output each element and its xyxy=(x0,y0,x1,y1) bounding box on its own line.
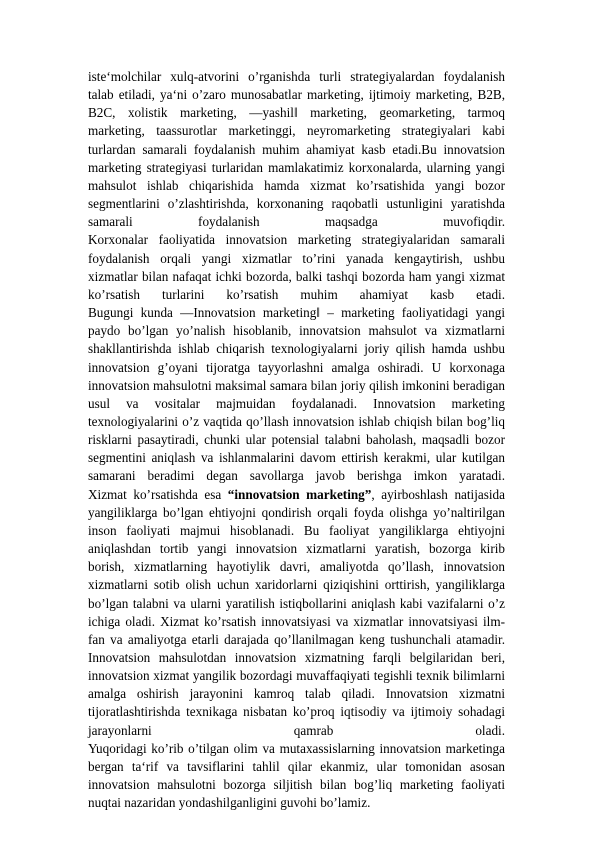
paragraph-consumer-behavior-strategies: iste‘molchilar xulq-atvorini o’rganishda turli strategiyalardan foydalanish talab etiladi, ya‘ni o’zaro munosabatlar marketing, ijtimoiy marketing, B2B, B2C, xolistik marketing, ―yashil‖ marketing, geomarketing, tarmoq marketing, taassurotlar marketinggi, neyromarketing strategiyalari kabi turlardan samarali foydalanish muhim ahamiyat kasb etadi.Bu innovatsion marketing strategiyasi turlaridan mamlakatimiz korxonalarda, ularning yangi mahsulot ishlab chiqarishida hamda xizmat ko’rsatishida yangi bozor segmentlarini o’zlashtirishda, korxonaning raqobatli ustunligini yaratishda samarali foydalanish maqsadga muvofiqdir. xyxy=(88,69,505,230)
paragraph-service-innovation-marketing xyxy=(88,486,505,649)
paragraph-text-after: , ayirboshlash natijasida yangiliklarga bo’lgan ehtiyojni qondirish orqali foyda olishga yo’naltirilgan inson faoliyati majmui hisoblanadi. Bu faoliyat yangiliklarga ehtiyojni aniqlashdan tortib yangi innovatsion xizmatlarni yaratish, bozorga kirib borish, xizmatlarning hayotiylik davri, amaliyotda qo’llash, innovatsion xizmatlarni sotib olish uchun xaridorlarni qiziqishini orttirish, yangiliklarga bo’lgan talabni va ularni yaratilish istiqbollarini aniqlash kabi vazifalarni o’z ichiga oladi. Xizmat ko’rsatish innovatsiyasi va xizmatlar innovatsiyasi ilm-fan va amaliyotga etarli darajada qo’llanilmagan keng tushunchali atamadir. xyxy=(88,486,505,647)
paragraph-innovation-marketing-today: Bugungi kunda ―Innovatsion marketing‖ – marketing faoliyatidagi yangi paydo bo’lgan yo’nalish hisoblanib, innovatsion mahsulot va xizmatlarni shakllantirishda ishlab chiqarish texnologiyalarni joriy qilish hamda ushbu innovatsion g’oyani tijoratga tayyorlashni amalga oshiradi. U korxonaga innovatsion mahsulotni maksimal samara bilan joriy qilish imkonini beradigan usul va vositalar majmuidan foydalanadi. Innovatsion marketing texnologiyalarini o’z vaqtida qo’llash innovatsion ishlab chiqish bilan bog’liq risklarni pasaytiradi, chunki ular potensial talabni baholash, maqsadli bozor segmentini aniqlash va ishlanmalarini davom ettirish kerakmi, ular kutilgan samarani beradimi degan savollarga javob berishga imkon yaratadi. xyxy=(88,305,505,484)
paragraph-enterprise-activity: Korxonalar faoliyatida innovatsion marketing strategiyalaridan samarali foydalanish orqali yangi xizmatlar to’rini yanada kengaytirish, ushbu xizmatlar bilan nafaqat ichki bozorda, balki tashqi bozorda ham yangi xizmat ko’rsatish turlarini ko’rsatish muhim ahamiyat kasb etadi. xyxy=(88,232,505,302)
paragraph-text-before: Xizmat ko’rsatishda esa xyxy=(88,486,228,502)
document-body xyxy=(88,68,505,812)
bold-term-innovatsion-marketing: “innovatsion marketing” xyxy=(227,486,372,502)
paragraph-innovative-service-features: Innovatsion mahsulotdan innovatsion xizmatning farqli belgilaridan beri, innovatsion xizmat yangilik bozordagi muvaffaqiyati tegishli texnik bilimlarni amalga oshirish jarayonini kamroq talab qiladi. Innovatsion xizmatni tijoratlashtirishda texnikaga nisbatan ko’proq iqtisodiy va ijtimoiy sohadagi jarayonlarni qamrab oladi. xyxy=(88,650,505,738)
paragraph-conclusion: Yuqoridagi ko’rib o’tilgan olim va mutaxassislarning innovatsion marketinga bergan ta‘rif va tavsiflarini tahlil qilar ekanmiz, ular tomonidan asosan innovatsion mahsulotni bozorga siljitish bilan bog’liq marketing faoliyati nuqtai nazaridan yondashilganligini guvohi bo’lamiz. xyxy=(88,740,505,811)
